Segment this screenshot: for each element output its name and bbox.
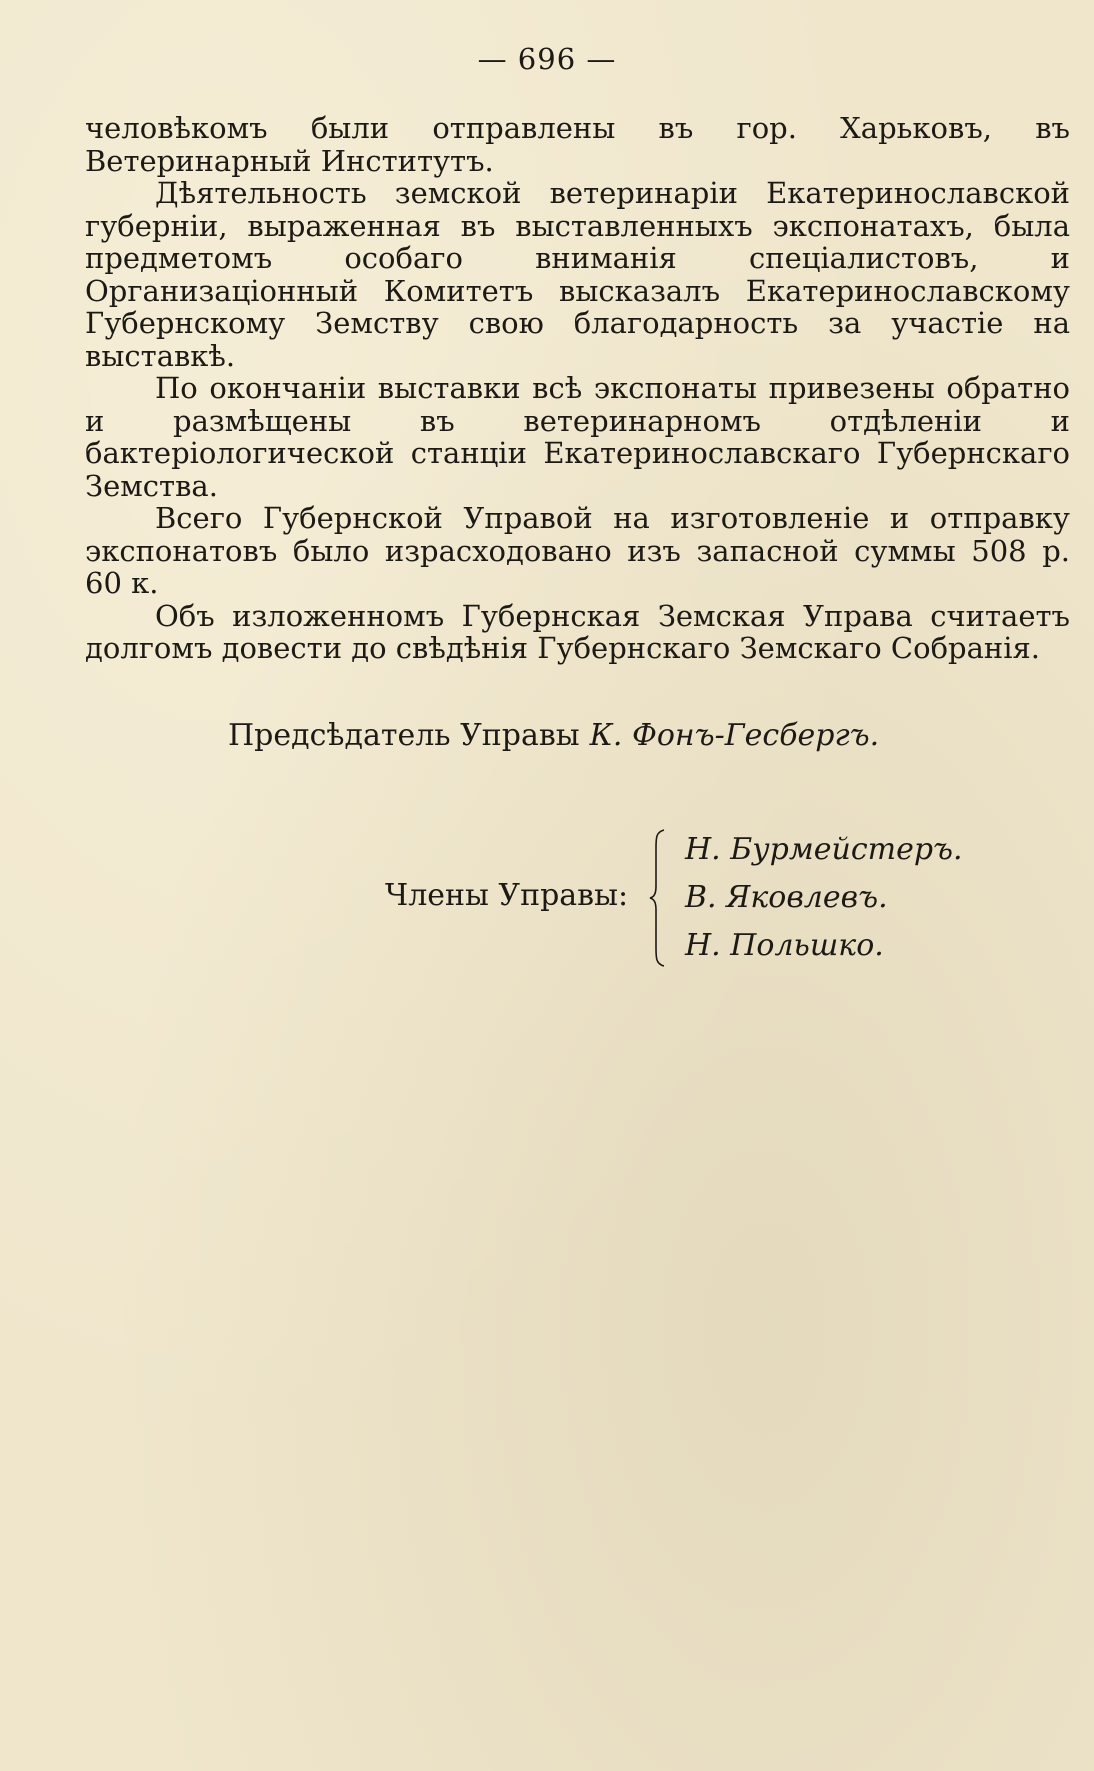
member-name: Н. Бурмейстеръ. <box>685 832 963 867</box>
chairman-line <box>228 718 879 753</box>
chairman-signature: К. Фонъ-Гесбергъ. <box>589 718 880 753</box>
paragraph-exhibits-returned: По окончаніи выставки всѣ экспонаты привезены обратно и размѣщены въ ветеринарномъ отдѣленіи и бактеріологической станціи Екатеринославскаго Губернскаго Земства. <box>85 371 1070 503</box>
paragraph-continuation: человѣкомъ были отправлены въ гор. Харьковъ, въ Ветеринарный Институтъ. <box>85 111 1070 178</box>
chairman-label: Предсѣдатель Управы <box>228 718 580 753</box>
member-name: В. Яковлевъ. <box>685 880 888 915</box>
paragraph-expenses: Всего Губернской Управой на изготовленіе и отправку экспонатовъ было израсходовано изъ запасной суммы 508 р. 60 к. <box>85 501 1070 600</box>
paragraph-exhibition-activity: Дѣятельность земской ветеринаріи Екатеринославской губерніи, выраженная въ выставленныхъ экспонатахъ, была предметомъ особаго вниманія спеціалистовъ, и Организаціонный Комитетъ высказалъ Екатеринославскому Губернскому Земству свою благодарность за участіе на выставкѣ. <box>85 176 1070 373</box>
page-number: — 696 — <box>477 42 617 76</box>
members-label: Члены Управы: <box>385 878 629 913</box>
member-name: Н. Польшко. <box>685 928 884 963</box>
curly-brace-icon <box>648 828 668 968</box>
paragraph-conclusion: Объ изложенномъ Губернская Земская Управа считаетъ долгомъ довести до свѣдѣнія Губернскаго Земскаго Собранія. <box>85 598 1070 665</box>
body-text <box>85 112 1070 665</box>
members-list <box>685 826 963 970</box>
